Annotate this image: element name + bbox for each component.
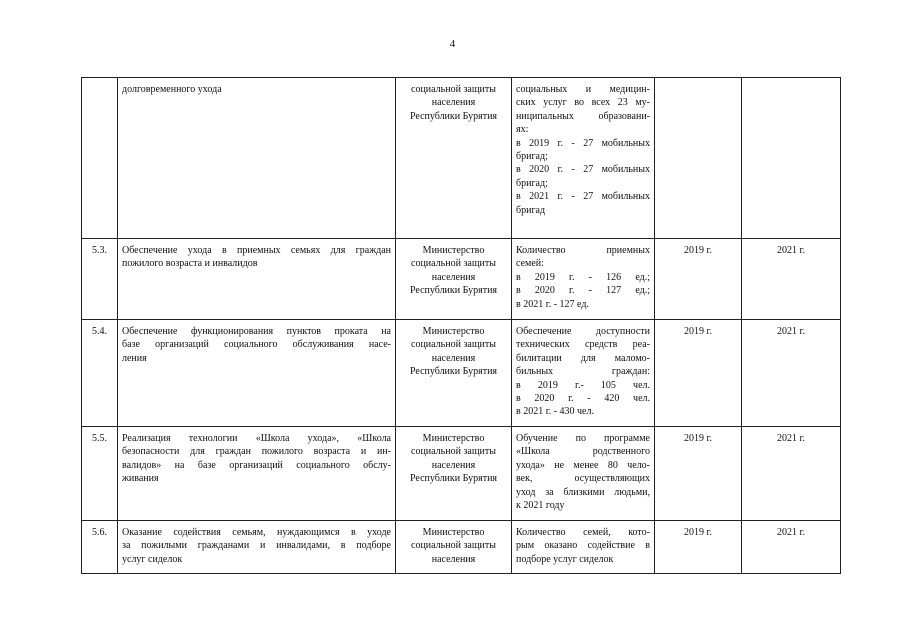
text-line: социальной защиты bbox=[411, 339, 496, 351]
text-line: в 2019 г.- 105 чел. bbox=[516, 379, 650, 391]
text-line: бригад; bbox=[516, 177, 548, 189]
text-line: пожилого возраста и инвалидов bbox=[122, 258, 258, 270]
text-line: век, осуществляющих bbox=[516, 473, 650, 485]
page-number: 4 bbox=[449, 38, 456, 50]
text-line: Республики Бурятия bbox=[409, 366, 498, 378]
text-line: долговременного ухода bbox=[122, 84, 222, 95]
measures-table bbox=[81, 77, 841, 574]
row-number bbox=[82, 78, 118, 239]
text-line: социальной защиты bbox=[411, 446, 496, 458]
executor-cell bbox=[396, 320, 512, 427]
text-line: уход за близкими людьми, bbox=[516, 486, 650, 498]
text-line: ских услуг во всех 23 му- bbox=[516, 97, 650, 109]
text-line: населения bbox=[431, 97, 476, 109]
executor-cell bbox=[396, 78, 512, 239]
text-line: к 2021 году bbox=[516, 500, 565, 512]
text-line: бильных граждан: bbox=[516, 366, 650, 378]
result-cell bbox=[512, 239, 655, 320]
activity-cell bbox=[118, 239, 396, 320]
text-line: безопасности для граждан пожилого возраста и ин- bbox=[122, 446, 391, 458]
text-line: социальных и медицин- bbox=[516, 84, 650, 95]
text-line: Реализация технологии «Школа ухода», «Школа bbox=[122, 433, 391, 444]
text-line: населения bbox=[431, 459, 476, 471]
result-cell bbox=[512, 320, 655, 427]
text-line: Количество семей, кото- bbox=[516, 527, 650, 538]
text-line: живания bbox=[122, 473, 159, 485]
text-line: социальной защиты bbox=[411, 540, 496, 552]
text-line: в 2019 г. - 27 мобильных bbox=[516, 137, 650, 149]
activity-cell bbox=[118, 521, 396, 574]
table-row bbox=[82, 78, 841, 239]
text-line: Обеспечение ухода в приемных семьях для граждан bbox=[122, 245, 391, 256]
text-line: социальной защиты bbox=[411, 258, 496, 270]
start-year-cell bbox=[655, 78, 742, 239]
executor-cell bbox=[396, 427, 512, 521]
result-cell bbox=[512, 521, 655, 574]
text-line: в 2020 г. - 127 ед.; bbox=[516, 285, 650, 297]
text-line: бригад bbox=[516, 204, 546, 216]
text-line: Министерство bbox=[422, 433, 485, 444]
executor-cell bbox=[396, 521, 512, 574]
executor-cell bbox=[396, 239, 512, 320]
table-row bbox=[82, 521, 841, 574]
text-line: Министерство bbox=[422, 326, 485, 337]
start-year-cell: 2019 г. bbox=[655, 521, 742, 574]
table-body bbox=[82, 78, 841, 574]
text-line: технических средств реа- bbox=[516, 339, 650, 351]
activity-cell bbox=[118, 320, 396, 427]
text-line: в 2020 г. - 27 мобильных bbox=[516, 164, 650, 176]
text-line: рым оказано содействие в bbox=[516, 540, 650, 552]
activity-cell bbox=[118, 78, 396, 239]
activity-cell bbox=[118, 427, 396, 521]
text-line: в 2019 г. - 126 ед.; bbox=[516, 271, 650, 283]
text-line: валидов» на базе организаций социального обслу- bbox=[122, 459, 391, 471]
end-year-cell: 2021 г. bbox=[742, 521, 841, 574]
row-number: 5.3. bbox=[82, 239, 118, 320]
row-number: 5.6. bbox=[82, 521, 118, 574]
text-line: населения bbox=[431, 553, 476, 565]
text-line: ниципальных образовани- bbox=[516, 110, 650, 122]
text-line: населения bbox=[431, 271, 476, 283]
text-line: Обеспечение функционирования пунктов проката на bbox=[122, 326, 391, 337]
text-line: ях: bbox=[516, 124, 529, 136]
start-year-cell: 2019 г. bbox=[655, 320, 742, 427]
text-line: Обеспечение доступности bbox=[516, 326, 650, 337]
result-cell bbox=[512, 78, 655, 239]
text-line: подборе услуг сиделок bbox=[516, 553, 614, 565]
text-line: билитации для маломо- bbox=[516, 352, 650, 364]
text-line: населения bbox=[431, 352, 476, 364]
text-line: Министерство bbox=[422, 245, 485, 256]
text-line: за пожилыми гражданами и инвалидами, в подборе bbox=[122, 540, 391, 552]
text-line: Количество приемных bbox=[516, 245, 650, 256]
text-line: в 2021 г. - 27 мобильных bbox=[516, 191, 650, 203]
text-line: семей: bbox=[516, 258, 544, 270]
end-year-cell: 2021 г. bbox=[742, 427, 841, 521]
text-line: ухода» не менее 80 чело- bbox=[516, 459, 650, 471]
table-row bbox=[82, 320, 841, 427]
text-line: бригад; bbox=[516, 151, 548, 163]
row-number: 5.5. bbox=[82, 427, 118, 521]
table-row bbox=[82, 239, 841, 320]
text-line: «Школа родственного bbox=[516, 446, 650, 458]
text-line: Оказание содействия семьям, нуждающимся в уходе bbox=[122, 527, 391, 538]
text-line: ления bbox=[122, 352, 147, 364]
text-line: базе организаций социального обслуживания насе- bbox=[122, 339, 391, 351]
table-row bbox=[82, 427, 841, 521]
text-line: услуг сиделок bbox=[122, 553, 183, 565]
text-line: Республики Бурятия bbox=[409, 473, 498, 485]
end-year-cell: 2021 г. bbox=[742, 320, 841, 427]
end-year-cell: 2021 г. bbox=[742, 239, 841, 320]
text-line: Обучение по программе bbox=[516, 433, 650, 444]
text-line: Министерство bbox=[422, 527, 485, 538]
text-line: в 2021 г. - 430 чел. bbox=[516, 406, 594, 418]
text-line: социальной защиты bbox=[411, 84, 496, 95]
result-cell bbox=[512, 427, 655, 521]
text-line: Республики Бурятия bbox=[409, 285, 498, 297]
row-number: 5.4. bbox=[82, 320, 118, 427]
start-year-cell: 2019 г. bbox=[655, 239, 742, 320]
start-year-cell: 2019 г. bbox=[655, 427, 742, 521]
text-line: в 2021 г. - 127 ед. bbox=[516, 298, 589, 310]
end-year-cell bbox=[742, 78, 841, 239]
text-line: в 2020 г. - 420 чел. bbox=[516, 393, 650, 405]
text-line: Республики Бурятия bbox=[409, 110, 498, 122]
